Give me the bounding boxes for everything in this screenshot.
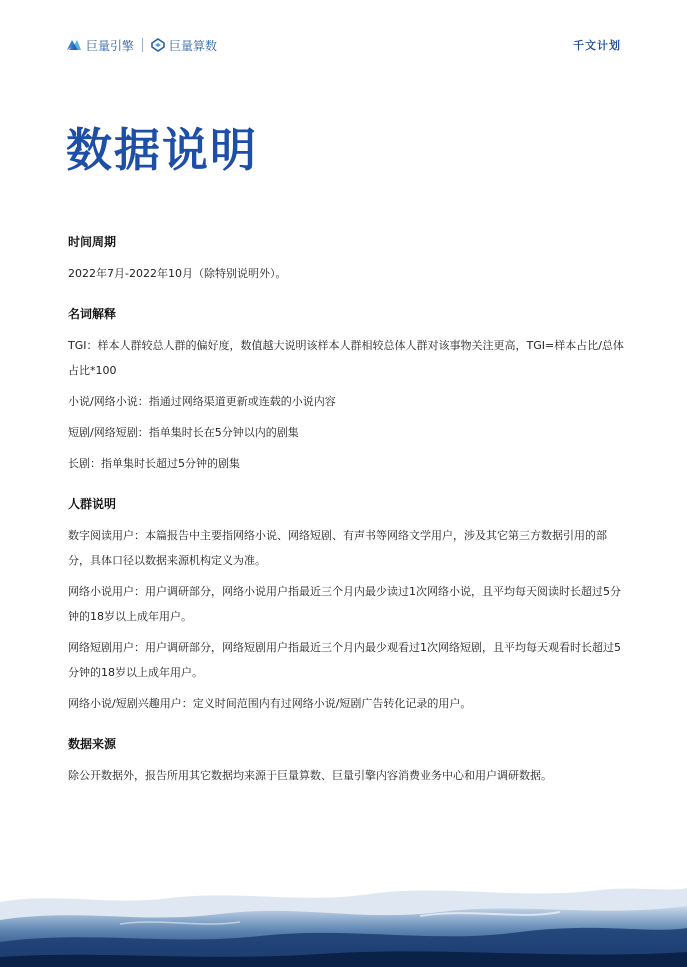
paragraph: 网络小说用户：用户调研部分，网络小说用户指最近三个月内最少读过1次网络小说，且平均每天阅读时长超过5分钟的18岁以上成年用户。 [68, 585, 621, 623]
paragraph: 短剧/网络短剧：指单集时长在5分钟以内的剧集 [68, 426, 299, 439]
paragraph: 网络短剧用户：用户调研部分，网络短剧用户指最近三个月内最少观看过1次网络短剧，且平均每天观看时长超过5分钟的18岁以上成年用户。 [68, 641, 621, 679]
paragraph: 2022年7月-2022年10月（除特别说明外）。 [68, 267, 287, 280]
ocean-arithmetic-logo-icon [151, 38, 165, 52]
ocean-wave-decoration [0, 872, 687, 967]
section-title: 时间周期 [68, 235, 117, 249]
page-title: 数据说明 [66, 123, 258, 177]
section-title: 名词解释 [68, 307, 117, 321]
paragraph: 除公开数据外，报告所用其它数据均来源于巨量算数、巨量引擎内容消费业务中心和用户调研数据。 [68, 769, 552, 782]
paragraph: 数字阅读用户：本篇报告中主要指网络小说、网络短剧、有声书等网络文学用户，涉及其它第三方数据引用的部分，具体口径以数据来源机构定义为准。 [68, 529, 607, 567]
section-title: 人群说明 [68, 497, 117, 511]
section-glossary [68, 304, 628, 476]
logo-separator [142, 38, 143, 52]
ocean-engine-logo-icon [66, 38, 82, 52]
ocean-engine-logo-text: 巨量引擎 [86, 38, 135, 53]
ocean-arithmetic-logo-text: 巨量算数 [169, 38, 218, 53]
section-title: 数据来源 [68, 737, 117, 751]
section-audience [68, 494, 628, 716]
section-time-period [68, 232, 628, 286]
content [68, 232, 628, 806]
ocean-arithmetic-logo [151, 37, 217, 54]
page-header [66, 35, 621, 55]
paragraph: TGI：样本人群较总人群的偏好度，数值越大说明该样本人群相较总体人群对该事物关注更高，TGI=样本占比/总体占比*100 [68, 339, 624, 377]
plan-logo-text: 千文计划 [573, 39, 621, 52]
ocean-engine-logo [66, 37, 134, 54]
paragraph: 网络小说/短剧兴趣用户：定义时间范围内有过网络小说/短剧广告转化记录的用户。 [68, 697, 472, 710]
section-data-source [68, 734, 628, 788]
paragraph: 小说/网络小说：指通过网络渠道更新或连载的小说内容 [68, 395, 336, 408]
paragraph: 长剧：指单集时长超过5分钟的剧集 [68, 457, 240, 470]
